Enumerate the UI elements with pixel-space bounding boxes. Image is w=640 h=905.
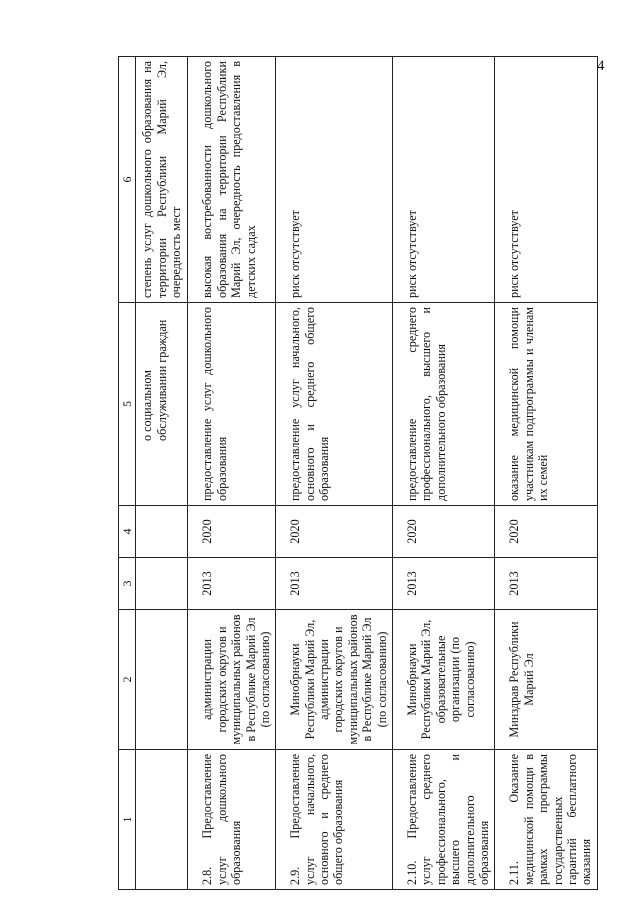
end-year: 2020 [495, 506, 597, 558]
risk: риск отсутствует [393, 57, 495, 303]
area: предоставление услуг дошкольного образования [188, 303, 276, 506]
area: оказание медицинской помощи участникам подпрограммы и членам их семей [495, 303, 597, 506]
area: предоставление услуг начального, основного и среднего общего образования [276, 303, 393, 506]
table-row [276, 57, 393, 890]
measure-name: 2.10. Предоставление услуг среднего профессионального, высшего и дополнительного образования [393, 750, 495, 890]
table-row [393, 57, 495, 890]
executor: администрации городских округов и муниципальных районов в Республике Марий Эл (по согласованию) [188, 610, 276, 750]
start-year: 2013 [188, 558, 276, 610]
measure-name: 2.11. Оказание медицинской помощи в рамках программы государственных гарантий бесплатного оказания [495, 750, 597, 890]
header-col-2: 2 [119, 610, 136, 750]
header-row [119, 57, 136, 890]
end-year: 2020 [276, 506, 393, 558]
risk: высокая востребованности дошкольного образования на территории Республики Марий Эл, очередность предоставления в детских садах [188, 57, 276, 303]
start-year: 2013 [495, 558, 597, 610]
table-row [188, 57, 276, 890]
continuation-row [136, 57, 188, 890]
page-number: 4 [597, 58, 605, 74]
continuation-area: о социальном обслуживании граждан [136, 303, 188, 506]
risk: риск отсутствует [276, 57, 393, 303]
executor: Минобрнауки Республики Марий Эл, образовательные организации (по согласованию) [393, 610, 495, 750]
start-year: 2013 [276, 558, 393, 610]
rotated-table-container [118, 57, 594, 890]
measure-name: 2.8. Предоставление услуг дошкольного образования [188, 750, 276, 890]
header-col-3: 3 [119, 558, 136, 610]
header-col-1: 1 [119, 750, 136, 890]
area: предоставление среднего профессионального, высшего и дополнительного образования [393, 303, 495, 506]
end-year: 2020 [188, 506, 276, 558]
executor: Минобрнауки Республики Марий Эл, администрации городских округов и муниципальных районов в Республике Марий Эл (по согласованию) [276, 610, 393, 750]
measures-table [118, 56, 598, 890]
header-col-4: 4 [119, 506, 136, 558]
header-col-6: 6 [119, 57, 136, 303]
table-row [495, 57, 597, 890]
start-year: 2013 [393, 558, 495, 610]
continuation-risk: степень услуг дошкольного образования на территории Республики Марий Эл, очередность мест [136, 57, 188, 303]
risk: риск отсутствует [495, 57, 597, 303]
header-col-5: 5 [119, 303, 136, 506]
measure-name: 2.9. Предоставление услуг начального, основного и среднего общего образования [276, 750, 393, 890]
executor: Минздрав Республики Марий Эл [495, 610, 597, 750]
end-year: 2020 [393, 506, 495, 558]
